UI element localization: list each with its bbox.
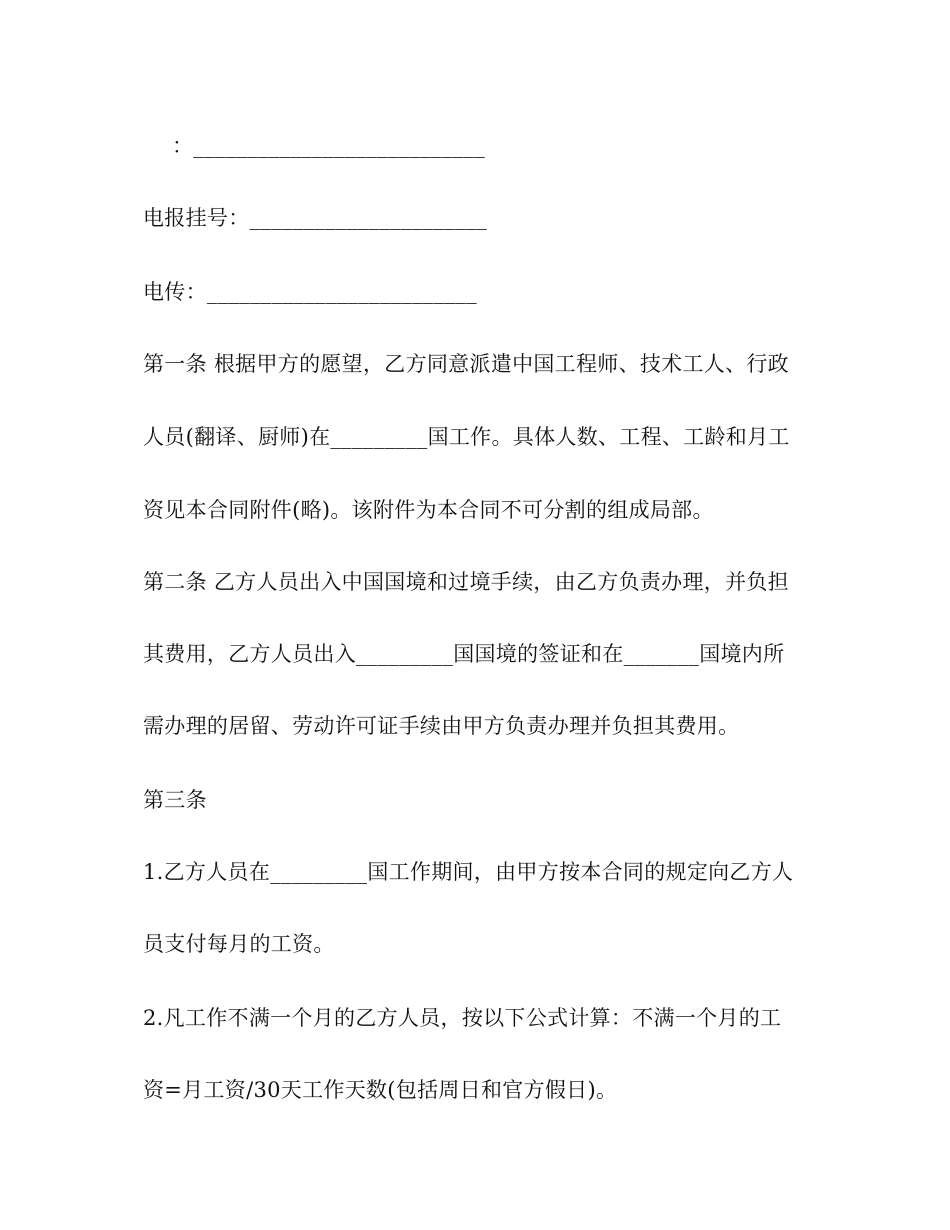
article-2-line-2: 其费用，乙方人员出入_________国国境的签证和在_______国境内所 [143,642,785,666]
article-3-item-2-line-1: 2.凡工作不满一个月的乙方人员，按以下公式计算：不满一个月的工 [143,1006,782,1030]
article-3-heading: 第三条 [143,788,207,812]
article-1-line-2: 人员(翻译、厨师)在_________国工作。具体人数、工程、工龄和月工 [143,425,790,449]
telex-line: 电传：_________________________ [143,280,477,304]
address-field-line: ：___________________________ [172,134,485,158]
article-3-item-1-line-1: 1.乙方人员在_________国工作期间，由甲方按本合同的规定向乙方人 [143,860,794,884]
article-2-line-1: 第二条 乙方人员出入中国国境和过境手续，由乙方负责办理，并负担 [143,570,789,594]
article-3-item-2-line-2: 资=月工资/30天工作天数(包括周日和官方假日)。 [143,1078,618,1102]
article-2-line-3: 需办理的居留、劳动许可证手续由甲方负责办理并负担其费用。 [143,714,740,738]
article-1-line-3: 资见本合同附件(略)。该附件为本合同不可分割的组成局部。 [143,498,714,522]
article-3-item-1-line-2: 员支付每月的工资。 [143,932,335,956]
telegraph-code-line: 电报挂号：______________________ [143,206,488,230]
article-1-line-1: 第一条 根据甲方的愿望，乙方同意派遣中国工程师、技术工人、行政 [143,352,789,376]
